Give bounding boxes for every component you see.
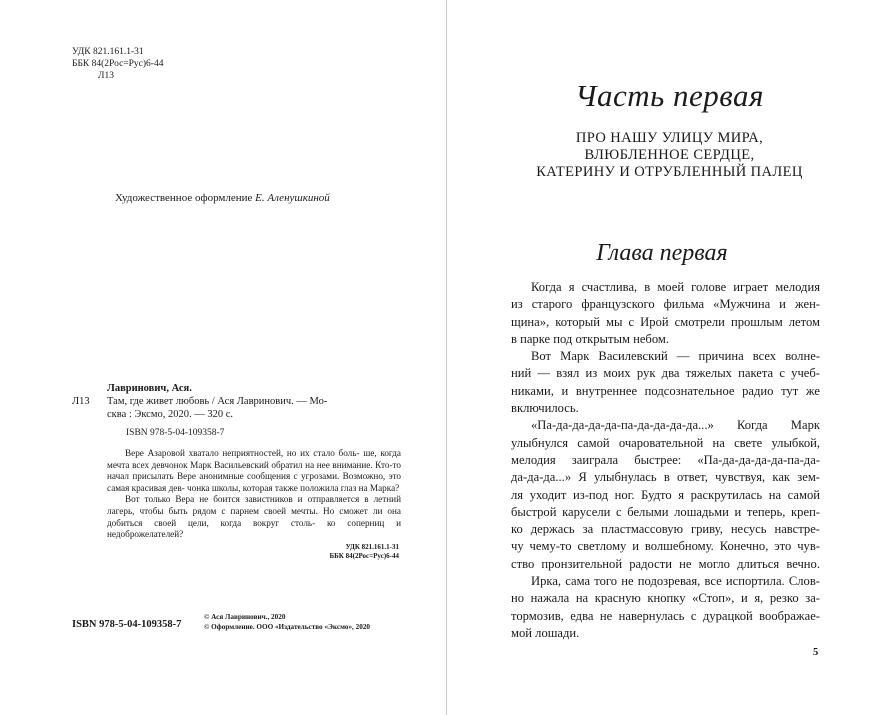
body-line: ля уходит из-под ног. Будто я раскрутилась на самой <box>511 487 820 502</box>
right-page <box>447 0 892 715</box>
body-line: Ирка, сама того не подозревая, все испортила. Слов- <box>531 574 820 589</box>
annotation-paragraph <box>107 448 401 494</box>
bibliographic-record <box>72 382 402 440</box>
body-line: «Па-да-да-да-да-па-да-да-да-да...» Когда Марк <box>531 418 820 433</box>
biblio-line: Там, где живет любовь / Ася Лавринович. — Мо- <box>107 396 328 407</box>
body-line: мелодия заиграла быстрее: «Па-да-да-да-да-па-да- <box>511 452 820 467</box>
udk-code: УДК 821.161.1-31 <box>72 47 144 57</box>
annotation <box>107 448 401 561</box>
page-number: 5 <box>813 647 819 658</box>
annotation-line: Вот только Вера не боится завистников и отправляется <box>125 494 360 505</box>
chapter-body <box>511 279 820 642</box>
biblio-isbn: ISBN 978-5-04-109358-7 <box>126 428 225 438</box>
part-subtitle-line: ВЛЮБЛЕННОЕ СЕРДЦЕ, <box>584 147 755 163</box>
body-line: Когда я счастлива, в моей голове играет мелодия <box>531 280 820 294</box>
annotation-line: чонка школы, которая также положила глаз на Марка? <box>187 482 400 493</box>
biblio-row <box>72 395 402 421</box>
body-line: из старого французского фильма «Мужчина и жен- <box>511 297 820 312</box>
part-subtitle <box>447 130 892 181</box>
design-credit <box>115 192 330 204</box>
body-line: да-да-да...» Я улыбнулась в ответ, чувствуя, как зем- <box>511 470 820 485</box>
annotation-line: ко соперниц и недоброжелателей? <box>107 517 401 540</box>
isbn-bottom: ISBN 978-5-04-109358-7 <box>72 619 182 630</box>
biblio-author: Лавринович, Ася. <box>107 383 192 394</box>
body-line: никами, и внутреннее подсознательное радио тут же <box>511 383 820 398</box>
annotation-line: ше, когда мечта всех девчонок Марк Васильевский обратил <box>107 448 401 470</box>
part-title: Часть первая <box>575 78 764 113</box>
copyright-design: © Оформление. ООО «Издательство «Эксмо», 2020 <box>204 623 371 631</box>
body-line: быстрой карусели с белыми лошадьми и теперь, креп- <box>511 504 820 519</box>
design-credit-prefix: Художественное оформление <box>115 192 253 204</box>
body-line: ний — взял из моих рук два тяжелых пакета с учеб- <box>511 366 820 381</box>
annotation-codes <box>107 543 401 561</box>
annotation-line: в летний лагерь, чтобы быть рядом с парнем своей мечты. <box>107 494 402 516</box>
body-line: ство пронзительной радости не могло длиться вечно. <box>511 556 820 571</box>
copyright-author: © Ася Лавринович., 2020 <box>204 613 286 621</box>
body-line: в парке под открытым небом. <box>511 331 669 346</box>
annotation-paragraph <box>107 494 401 540</box>
design-credit-artist: Е. Аленушкиной <box>255 192 330 204</box>
body-line: чу чему-то светлому и волшебному. Конечно, это чув- <box>511 539 820 554</box>
body-line: мой лошади. <box>511 625 580 640</box>
copyright-block <box>204 612 370 632</box>
bbk-code: ББК 84(2Рос=Рус)6-44 <box>72 59 164 69</box>
body-line: включилось. <box>511 401 579 416</box>
body-line: улыбнулся самой очаровательной на свете улыбкой, <box>511 435 820 450</box>
biblio-code: Л13 <box>72 396 90 407</box>
body-line: тормозив, едва не навернулась с дурацкой воображае- <box>511 608 820 623</box>
imprint-codes <box>72 46 163 82</box>
body-line: щина», который мы с Ирой смотрели прошлым летом <box>511 314 820 329</box>
annotation-line: сообщения с угрозами. Возможно, это самая красивая дев- <box>107 471 401 493</box>
body-line: ко держась за пластмассовую гриву, несусь навстре- <box>511 522 820 537</box>
annotation-line: на нее внимание. Кто-то начал присылать Вере анонимные <box>107 459 401 482</box>
annotation-udk: УДК 821.161.1-31 <box>345 542 399 551</box>
body-line: но нажала на красную кнопку «Стоп», и я, резко за- <box>511 591 820 606</box>
author-sign: Л13 <box>98 71 114 81</box>
part-subtitle-line: КАТЕРИНУ И ОТРУБЛЕННЫЙ ПАЛЕЦ <box>536 164 803 180</box>
biblio-description <box>107 395 402 421</box>
part-subtitle-line: ПРО НАШУ УЛИЦУ МИРА, <box>575 130 764 146</box>
body-line: Вот Марк Василевский — причина всех волне- <box>531 349 820 364</box>
chapter-title: Глава первая <box>596 240 728 266</box>
annotation-line: Вере Азаровой хватало неприятностей, но их стало боль- <box>125 448 360 458</box>
biblio-line: сква : Эксмо, 2020. — 320 с. <box>107 409 234 420</box>
annotation-bbk: ББК 84(2Рос=Рус)6-44 <box>329 551 399 560</box>
annotation-line: Но сможет ли она добиться своей цели, когда вокруг столь- <box>107 505 402 528</box>
